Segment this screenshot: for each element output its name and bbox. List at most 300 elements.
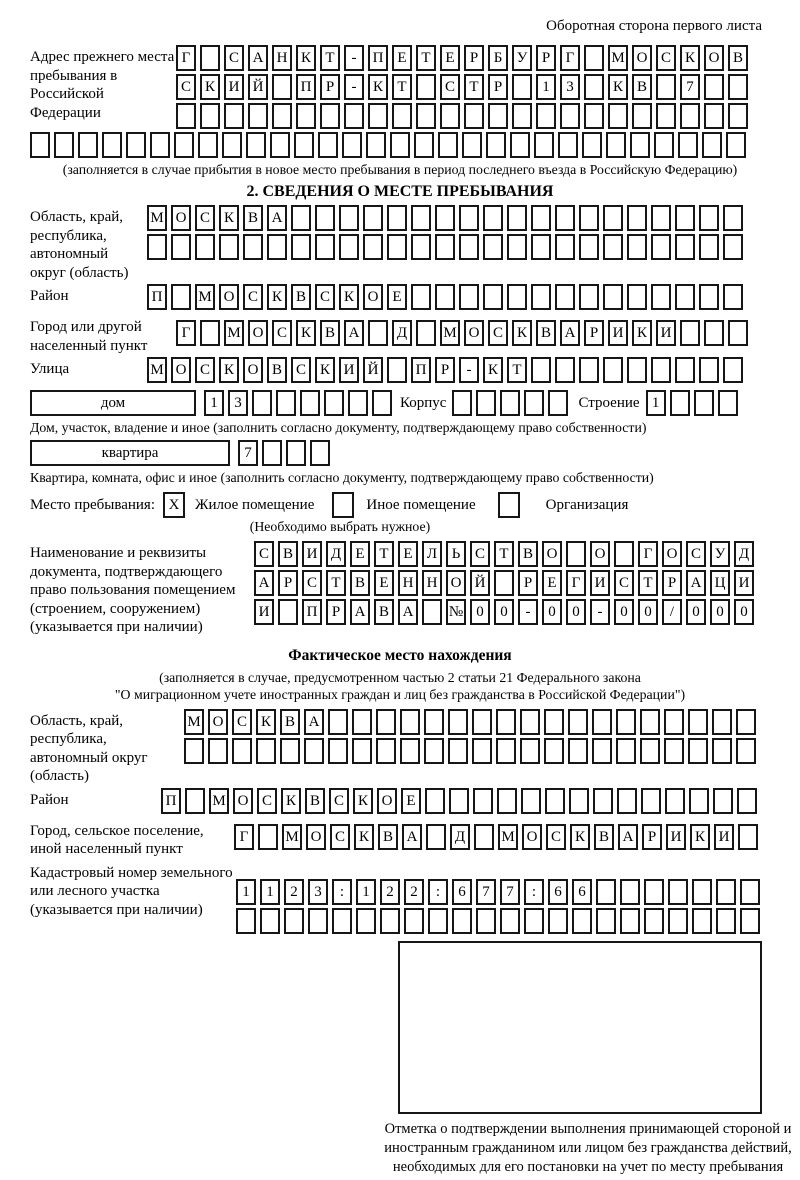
char-box[interactable] xyxy=(200,103,220,129)
char-box[interactable] xyxy=(728,320,748,346)
char-box[interactable] xyxy=(315,234,335,260)
char-box[interactable] xyxy=(603,234,623,260)
char-box[interactable]: Л xyxy=(422,541,442,567)
char-box[interactable] xyxy=(740,908,760,934)
char-box[interactable] xyxy=(664,709,684,735)
char-box[interactable] xyxy=(680,103,700,129)
char-box[interactable] xyxy=(150,132,170,158)
char-box[interactable]: О xyxy=(243,357,263,383)
char-box[interactable]: И xyxy=(590,570,610,596)
char-box[interactable] xyxy=(507,284,527,310)
char-box[interactable] xyxy=(699,357,719,383)
char-box[interactable] xyxy=(566,541,586,567)
char-box[interactable]: Е xyxy=(387,284,407,310)
char-box[interactable]: О xyxy=(377,788,397,814)
char-box[interactable] xyxy=(348,390,368,416)
char-box[interactable] xyxy=(387,234,407,260)
char-box[interactable] xyxy=(400,709,420,735)
char-box[interactable] xyxy=(670,390,690,416)
char-box[interactable] xyxy=(507,234,527,260)
char-box[interactable]: К xyxy=(680,45,700,71)
char-box[interactable]: - xyxy=(590,599,610,625)
char-box[interactable]: Р xyxy=(536,45,556,71)
char-box[interactable] xyxy=(668,908,688,934)
char-box[interactable] xyxy=(472,709,492,735)
char-box[interactable]: А xyxy=(254,570,274,596)
char-box[interactable]: 7 xyxy=(500,879,520,905)
char-box[interactable] xyxy=(342,132,362,158)
char-box[interactable] xyxy=(318,132,338,158)
char-box[interactable] xyxy=(560,103,580,129)
char-box[interactable]: Е xyxy=(392,45,412,71)
char-box[interactable]: П xyxy=(411,357,431,383)
char-box[interactable]: - xyxy=(344,45,364,71)
char-box[interactable]: 0 xyxy=(542,599,562,625)
char-box[interactable] xyxy=(452,390,472,416)
char-box[interactable]: К xyxy=(339,284,359,310)
char-box[interactable]: Т xyxy=(464,74,484,100)
char-box[interactable]: В xyxy=(632,74,652,100)
char-box[interactable]: С xyxy=(302,570,322,596)
char-box[interactable] xyxy=(510,132,530,158)
char-box[interactable]: П xyxy=(161,788,181,814)
char-box[interactable] xyxy=(544,709,564,735)
char-box[interactable] xyxy=(366,132,386,158)
char-box[interactable]: / xyxy=(662,599,682,625)
house-type-field[interactable]: дом xyxy=(30,390,196,416)
char-box[interactable] xyxy=(651,357,671,383)
char-box[interactable] xyxy=(592,709,612,735)
char-box[interactable] xyxy=(496,709,516,735)
char-box[interactable]: И xyxy=(666,824,686,850)
char-box[interactable] xyxy=(300,390,320,416)
char-box[interactable] xyxy=(416,74,436,100)
char-box[interactable] xyxy=(280,738,300,764)
char-box[interactable]: 0 xyxy=(638,599,658,625)
char-box[interactable] xyxy=(472,738,492,764)
char-box[interactable]: С xyxy=(224,45,244,71)
char-box[interactable]: 3 xyxy=(308,879,328,905)
char-box[interactable]: 3 xyxy=(228,390,248,416)
char-box[interactable] xyxy=(424,738,444,764)
char-box[interactable] xyxy=(704,320,724,346)
char-box[interactable]: В xyxy=(518,541,538,567)
char-box[interactable] xyxy=(713,788,733,814)
char-box[interactable] xyxy=(579,234,599,260)
char-box[interactable]: Е xyxy=(374,570,394,596)
char-box[interactable]: М xyxy=(224,320,244,346)
char-box[interactable]: Р xyxy=(518,570,538,596)
apartment-type-field[interactable]: квартира xyxy=(30,440,230,466)
char-box[interactable] xyxy=(712,709,732,735)
char-box[interactable]: М xyxy=(209,788,229,814)
char-box[interactable] xyxy=(555,205,575,231)
char-box[interactable]: Е xyxy=(440,45,460,71)
char-box[interactable]: К xyxy=(570,824,590,850)
char-box[interactable] xyxy=(474,824,494,850)
char-box[interactable]: Д xyxy=(392,320,412,346)
char-box[interactable] xyxy=(483,205,503,231)
char-box[interactable] xyxy=(30,132,50,158)
char-box[interactable] xyxy=(665,788,685,814)
char-box[interactable]: М xyxy=(440,320,460,346)
char-box[interactable] xyxy=(608,103,628,129)
char-box[interactable]: 1 xyxy=(260,879,280,905)
char-box[interactable]: 7 xyxy=(476,879,496,905)
char-box[interactable]: В xyxy=(320,320,340,346)
char-box[interactable] xyxy=(704,74,724,100)
char-box[interactable] xyxy=(584,45,604,71)
char-box[interactable] xyxy=(387,205,407,231)
char-box[interactable]: - xyxy=(344,74,364,100)
char-box[interactable]: 2 xyxy=(404,879,424,905)
char-box[interactable]: О xyxy=(464,320,484,346)
char-box[interactable]: Р xyxy=(464,45,484,71)
char-box[interactable] xyxy=(222,132,242,158)
char-box[interactable]: - xyxy=(459,357,479,383)
char-box[interactable]: А xyxy=(350,599,370,625)
char-box[interactable] xyxy=(596,879,616,905)
char-box[interactable] xyxy=(723,357,743,383)
char-box[interactable] xyxy=(459,284,479,310)
char-box[interactable] xyxy=(675,205,695,231)
char-box[interactable]: Ь xyxy=(446,541,466,567)
char-box[interactable]: В xyxy=(305,788,325,814)
char-box[interactable]: А xyxy=(248,45,268,71)
char-box[interactable] xyxy=(512,103,532,129)
char-box[interactable]: Н xyxy=(272,45,292,71)
char-box[interactable] xyxy=(243,234,263,260)
char-box[interactable]: Т xyxy=(374,541,394,567)
char-box[interactable] xyxy=(726,132,746,158)
char-box[interactable]: А xyxy=(686,570,706,596)
char-box[interactable]: Д xyxy=(450,824,470,850)
char-box[interactable] xyxy=(496,738,516,764)
char-box[interactable]: Б xyxy=(488,45,508,71)
char-box[interactable] xyxy=(54,132,74,158)
char-box[interactable]: 1 xyxy=(356,879,376,905)
char-box[interactable] xyxy=(694,390,714,416)
char-box[interactable]: У xyxy=(710,541,730,567)
char-box[interactable] xyxy=(627,205,647,231)
char-box[interactable]: М xyxy=(147,357,167,383)
char-box[interactable] xyxy=(200,320,220,346)
char-box[interactable]: К xyxy=(608,74,628,100)
char-box[interactable] xyxy=(363,234,383,260)
char-box[interactable] xyxy=(411,284,431,310)
char-box[interactable] xyxy=(603,205,623,231)
char-box[interactable] xyxy=(664,738,684,764)
char-box[interactable]: О xyxy=(171,205,191,231)
char-box[interactable]: С xyxy=(488,320,508,346)
char-box[interactable]: А xyxy=(402,824,422,850)
char-box[interactable] xyxy=(262,440,282,466)
char-box[interactable] xyxy=(656,74,676,100)
char-box[interactable] xyxy=(497,788,517,814)
char-box[interactable]: О xyxy=(219,284,239,310)
char-box[interactable]: С xyxy=(329,788,349,814)
char-box[interactable] xyxy=(476,390,496,416)
char-box[interactable] xyxy=(459,205,479,231)
char-box[interactable] xyxy=(616,709,636,735)
char-box[interactable]: О xyxy=(446,570,466,596)
char-box[interactable] xyxy=(584,103,604,129)
char-box[interactable] xyxy=(390,132,410,158)
char-box[interactable]: Д xyxy=(326,541,346,567)
char-box[interactable]: : xyxy=(332,879,352,905)
char-box[interactable]: Р xyxy=(435,357,455,383)
char-box[interactable] xyxy=(640,738,660,764)
char-box[interactable] xyxy=(675,284,695,310)
char-box[interactable]: С xyxy=(440,74,460,100)
char-box[interactable] xyxy=(627,234,647,260)
char-box[interactable] xyxy=(473,788,493,814)
char-box[interactable] xyxy=(723,205,743,231)
char-box[interactable]: С xyxy=(254,541,274,567)
char-box[interactable]: В xyxy=(594,824,614,850)
char-box[interactable] xyxy=(579,357,599,383)
char-box[interactable] xyxy=(699,234,719,260)
char-box[interactable] xyxy=(723,284,743,310)
char-box[interactable] xyxy=(544,738,564,764)
char-box[interactable] xyxy=(459,234,479,260)
char-box[interactable] xyxy=(392,103,412,129)
char-box[interactable]: О xyxy=(704,45,724,71)
char-box[interactable]: Т xyxy=(507,357,527,383)
char-box[interactable] xyxy=(555,357,575,383)
char-box[interactable]: Е xyxy=(398,541,418,567)
char-box[interactable] xyxy=(476,908,496,934)
char-box[interactable]: 1 xyxy=(536,74,556,100)
char-box[interactable] xyxy=(448,709,468,735)
char-box[interactable] xyxy=(352,709,372,735)
char-box[interactable] xyxy=(656,103,676,129)
char-box[interactable] xyxy=(376,709,396,735)
char-box[interactable]: Р xyxy=(488,74,508,100)
char-box[interactable] xyxy=(400,738,420,764)
char-box[interactable]: О xyxy=(662,541,682,567)
char-box[interactable] xyxy=(736,738,756,764)
char-box[interactable]: 0 xyxy=(494,599,514,625)
char-box[interactable]: Т xyxy=(416,45,436,71)
char-box[interactable] xyxy=(728,74,748,100)
char-box[interactable]: Р xyxy=(278,570,298,596)
char-box[interactable] xyxy=(328,738,348,764)
char-box[interactable] xyxy=(414,132,434,158)
char-box[interactable] xyxy=(716,879,736,905)
char-box[interactable]: Р xyxy=(662,570,682,596)
char-box[interactable]: С xyxy=(232,709,252,735)
char-box[interactable] xyxy=(435,234,455,260)
char-box[interactable]: Е xyxy=(542,570,562,596)
char-box[interactable] xyxy=(276,390,296,416)
char-box[interactable]: 1 xyxy=(236,879,256,905)
char-box[interactable] xyxy=(524,908,544,934)
char-box[interactable] xyxy=(424,709,444,735)
char-box[interactable]: И xyxy=(734,570,754,596)
char-box[interactable] xyxy=(512,74,532,100)
char-box[interactable]: К xyxy=(219,205,239,231)
char-box[interactable]: : xyxy=(428,879,448,905)
char-box[interactable] xyxy=(654,132,674,158)
char-box[interactable] xyxy=(712,738,732,764)
char-box[interactable]: К xyxy=(354,824,374,850)
char-box[interactable]: Р xyxy=(320,74,340,100)
char-box[interactable] xyxy=(614,541,634,567)
char-box[interactable] xyxy=(737,788,757,814)
char-box[interactable]: П xyxy=(302,599,322,625)
char-box[interactable]: А xyxy=(344,320,364,346)
char-box[interactable] xyxy=(617,788,637,814)
char-box[interactable] xyxy=(644,908,664,934)
char-box[interactable] xyxy=(411,205,431,231)
char-box[interactable] xyxy=(579,284,599,310)
char-box[interactable]: С xyxy=(243,284,263,310)
char-box[interactable]: В xyxy=(291,284,311,310)
char-box[interactable] xyxy=(416,320,436,346)
char-box[interactable]: 1 xyxy=(204,390,224,416)
char-box[interactable] xyxy=(448,738,468,764)
char-box[interactable]: Г xyxy=(560,45,580,71)
char-box[interactable]: 0 xyxy=(614,599,634,625)
char-box[interactable]: 2 xyxy=(380,879,400,905)
char-box[interactable] xyxy=(176,103,196,129)
char-box[interactable] xyxy=(531,357,551,383)
char-box[interactable] xyxy=(531,284,551,310)
char-box[interactable] xyxy=(534,132,554,158)
char-box[interactable]: 2 xyxy=(284,879,304,905)
char-box[interactable]: А xyxy=(267,205,287,231)
char-box[interactable]: 7 xyxy=(238,440,258,466)
char-box[interactable] xyxy=(606,132,626,158)
char-box[interactable] xyxy=(267,234,287,260)
char-box[interactable] xyxy=(620,879,640,905)
char-box[interactable] xyxy=(339,234,359,260)
char-box[interactable] xyxy=(232,738,252,764)
char-box[interactable] xyxy=(572,908,592,934)
char-box[interactable] xyxy=(500,390,520,416)
char-box[interactable]: О xyxy=(306,824,326,850)
char-box[interactable] xyxy=(147,234,167,260)
char-box[interactable] xyxy=(224,103,244,129)
char-box[interactable] xyxy=(689,788,709,814)
char-box[interactable] xyxy=(488,103,508,129)
char-box[interactable] xyxy=(632,103,652,129)
char-box[interactable]: С xyxy=(470,541,490,567)
char-box[interactable] xyxy=(272,103,292,129)
char-box[interactable]: К xyxy=(368,74,388,100)
char-box[interactable]: О xyxy=(363,284,383,310)
char-box[interactable]: К xyxy=(315,357,335,383)
char-box[interactable] xyxy=(304,738,324,764)
char-box[interactable] xyxy=(171,284,191,310)
char-box[interactable] xyxy=(500,908,520,934)
char-box[interactable]: Р xyxy=(584,320,604,346)
char-box[interactable] xyxy=(185,788,205,814)
char-box[interactable] xyxy=(195,234,215,260)
char-box[interactable] xyxy=(462,132,482,158)
char-box[interactable] xyxy=(548,908,568,934)
char-box[interactable] xyxy=(294,132,314,158)
char-box[interactable] xyxy=(308,908,328,934)
char-box[interactable]: 0 xyxy=(566,599,586,625)
char-box[interactable] xyxy=(78,132,98,158)
char-box[interactable] xyxy=(483,284,503,310)
char-box[interactable]: А xyxy=(304,709,324,735)
char-box[interactable] xyxy=(252,390,272,416)
char-box[interactable] xyxy=(246,132,266,158)
char-box[interactable] xyxy=(740,879,760,905)
char-box[interactable] xyxy=(248,103,268,129)
char-box[interactable] xyxy=(699,284,719,310)
char-box[interactable]: К xyxy=(256,709,276,735)
char-box[interactable]: И xyxy=(224,74,244,100)
char-box[interactable]: 0 xyxy=(710,599,730,625)
char-box[interactable]: В xyxy=(378,824,398,850)
char-box[interactable] xyxy=(332,908,352,934)
char-box[interactable]: Г xyxy=(638,541,658,567)
char-box[interactable] xyxy=(616,738,636,764)
char-box[interactable] xyxy=(426,824,446,850)
char-box[interactable] xyxy=(368,320,388,346)
char-box[interactable] xyxy=(738,824,758,850)
char-box[interactable] xyxy=(328,709,348,735)
char-box[interactable] xyxy=(692,908,712,934)
char-box[interactable]: О xyxy=(522,824,542,850)
char-box[interactable]: С xyxy=(330,824,350,850)
char-box[interactable]: П xyxy=(147,284,167,310)
char-box[interactable]: С xyxy=(546,824,566,850)
char-box[interactable]: Р xyxy=(326,599,346,625)
char-box[interactable]: Й xyxy=(363,357,383,383)
char-box[interactable] xyxy=(651,284,671,310)
char-box[interactable] xyxy=(531,205,551,231)
char-box[interactable] xyxy=(452,908,472,934)
char-box[interactable]: А xyxy=(398,599,418,625)
char-box[interactable] xyxy=(596,908,616,934)
char-box[interactable] xyxy=(507,205,527,231)
char-box[interactable] xyxy=(568,738,588,764)
char-box[interactable]: И xyxy=(302,541,322,567)
char-box[interactable]: С xyxy=(176,74,196,100)
char-box[interactable]: С xyxy=(291,357,311,383)
char-box[interactable]: У xyxy=(512,45,532,71)
char-box[interactable]: В xyxy=(374,599,394,625)
char-box[interactable]: Т xyxy=(320,45,340,71)
char-box[interactable] xyxy=(644,879,664,905)
char-box[interactable] xyxy=(356,908,376,934)
char-box[interactable]: В xyxy=(278,541,298,567)
char-box[interactable]: В xyxy=(350,570,370,596)
stay-type-organization-checkbox[interactable] xyxy=(498,492,520,518)
char-box[interactable] xyxy=(688,738,708,764)
char-box[interactable] xyxy=(592,738,612,764)
char-box[interactable] xyxy=(699,205,719,231)
char-box[interactable] xyxy=(310,440,330,466)
char-box[interactable]: И xyxy=(714,824,734,850)
char-box[interactable] xyxy=(620,908,640,934)
char-box[interactable]: С xyxy=(656,45,676,71)
char-box[interactable]: В xyxy=(536,320,556,346)
char-box[interactable]: - xyxy=(518,599,538,625)
char-box[interactable]: С xyxy=(195,205,215,231)
char-box[interactable]: К xyxy=(200,74,220,100)
char-box[interactable] xyxy=(171,234,191,260)
char-box[interactable]: М xyxy=(184,709,204,735)
char-box[interactable]: С xyxy=(315,284,335,310)
char-box[interactable] xyxy=(555,284,575,310)
char-box[interactable] xyxy=(184,738,204,764)
